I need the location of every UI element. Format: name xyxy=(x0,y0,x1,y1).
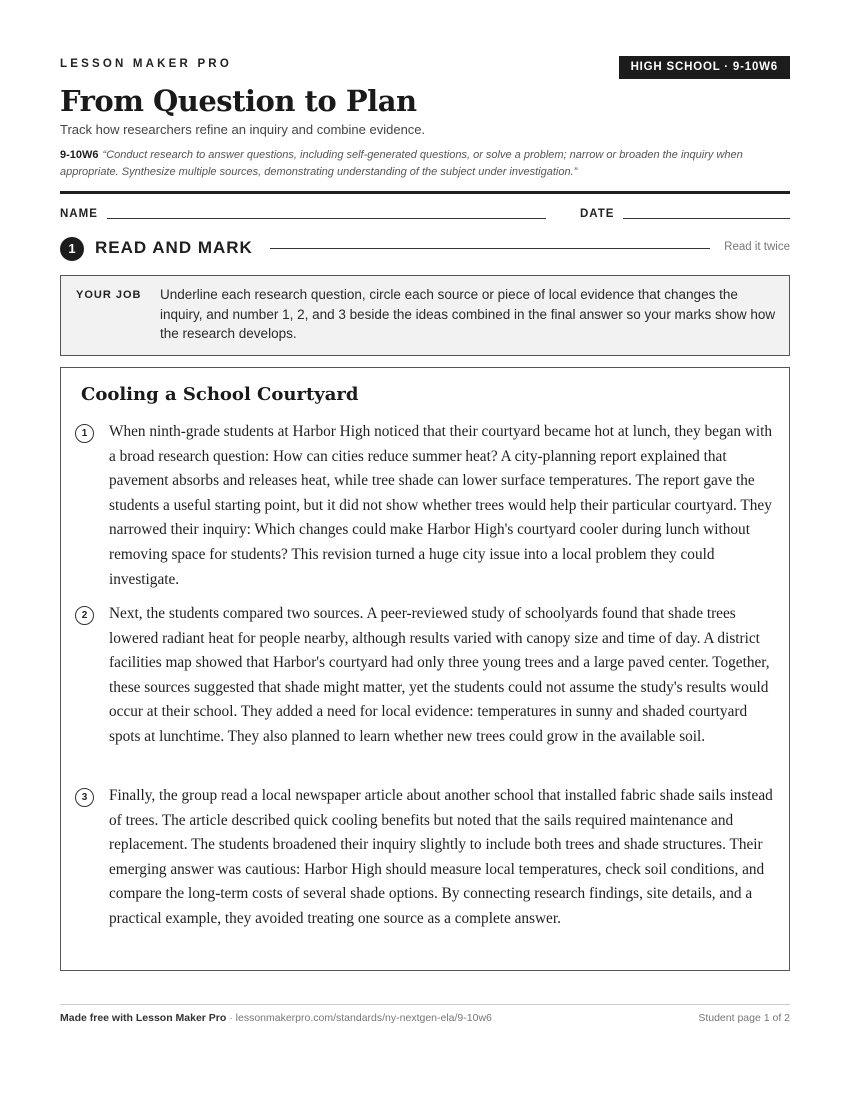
date-field[interactable] xyxy=(623,218,790,219)
paragraph-text: Finally, the group read a local newspaper article about another school that installed fabric shade sails instead of trees. The article described quick cooling benefits but noted that the sails required maintenance and replacement. The students broadened their inquiry slightly to include both trees and shade structures. Their emerging answer was cautious: Harbor High should measure local temperatures, check soil conditions, and compare the long-term costs of several shade options. By connecting research findings, site details, and a practical example, they avoided treating one source as a complete answer. xyxy=(109,787,773,927)
date-label: DATE xyxy=(580,208,615,220)
job-label: YOUR JOB xyxy=(76,289,142,301)
paragraph-text: When ninth-grade students at Harbor High noticed that their courtyard became hot at lunch, they began with a broad research question: How can cities reduce summer heat? A city-planning report explained that pavement absorbs and releases heat, while tree shade can lower surface temperatures. The report gave the students a useful starting point, but it did not show whether trees would help their particular courtyard. They narrowed their inquiry: Which changes could make Harbor High's courtyard cooler during lunch without removing space for students? This revision turned a huge city issue into a local problem they could investigate. xyxy=(109,423,773,588)
footer-page-number: Student page 1 of 2 xyxy=(698,1012,790,1024)
page-title: From Question to Plan xyxy=(60,84,417,118)
section-number-badge: 1 xyxy=(60,237,84,261)
footer-divider xyxy=(60,1004,790,1005)
paragraph-text: Next, the students compared two sources. A peer-reviewed study of schoolyards found that shade trees lowered radiant heat for people nearby, although results varied with canopy size and time of day. A district facilities map showed that Harbor's courtyard had only three young trees and a large paved center. Together, these sources suggested that shade might matter, yet the students could not assume the study's results would occur at their school. They added a need for local evidence: temperatures in sunny and shaded courtyard spots at lunchtime. They also planned to learn whether new trees could grow in the available soil. xyxy=(109,605,770,745)
footer-made-with: Made free with Lesson Maker Pro xyxy=(60,1012,227,1024)
standard-text: “Conduct research to answer questions, including self-generated questions, or solve a problem; narrow or broaden the inquiry when appropriate. Synthesize multiple sources, demonstrating understanding of the subject under investigation.” xyxy=(60,149,743,178)
paragraph-number: 2 xyxy=(75,606,94,625)
name-label: NAME xyxy=(60,208,98,220)
standard-statement xyxy=(60,147,790,181)
standard-code: 9-10W6 xyxy=(60,149,99,161)
section-title: READ AND MARK xyxy=(95,238,253,257)
your-job-box xyxy=(60,275,790,356)
section-read-and-mark xyxy=(60,237,790,261)
section-note: Read it twice xyxy=(724,241,790,253)
passage-title: Cooling a School Courtyard xyxy=(81,384,359,405)
paragraph-number: 1 xyxy=(75,424,94,443)
paragraph-number: 3 xyxy=(75,788,94,807)
brand-name: LESSON MAKER PRO xyxy=(60,58,232,70)
page-subtitle: Track how researchers refine an inquiry and combine evidence. xyxy=(60,122,426,137)
footer-credit xyxy=(60,1012,492,1024)
job-instructions: Underline each research question, circle each source or piece of local evidence that changes the inquiry, and number 1, 2, and 3 beside the ideas combined in the final answer so your marks show how the research develops. xyxy=(160,287,776,341)
header-row xyxy=(60,56,790,80)
section-divider xyxy=(270,248,710,249)
student-fields xyxy=(60,207,790,223)
reading-passage xyxy=(60,367,790,971)
header-divider xyxy=(60,191,790,194)
grade-badge: HIGH SCHOOL · 9-10W6 xyxy=(619,56,790,79)
footer-url[interactable]: · lessonmakerpro.com/standards/ny-nextgen-ela/9-10w6 xyxy=(229,1012,492,1024)
name-field[interactable] xyxy=(107,218,546,219)
